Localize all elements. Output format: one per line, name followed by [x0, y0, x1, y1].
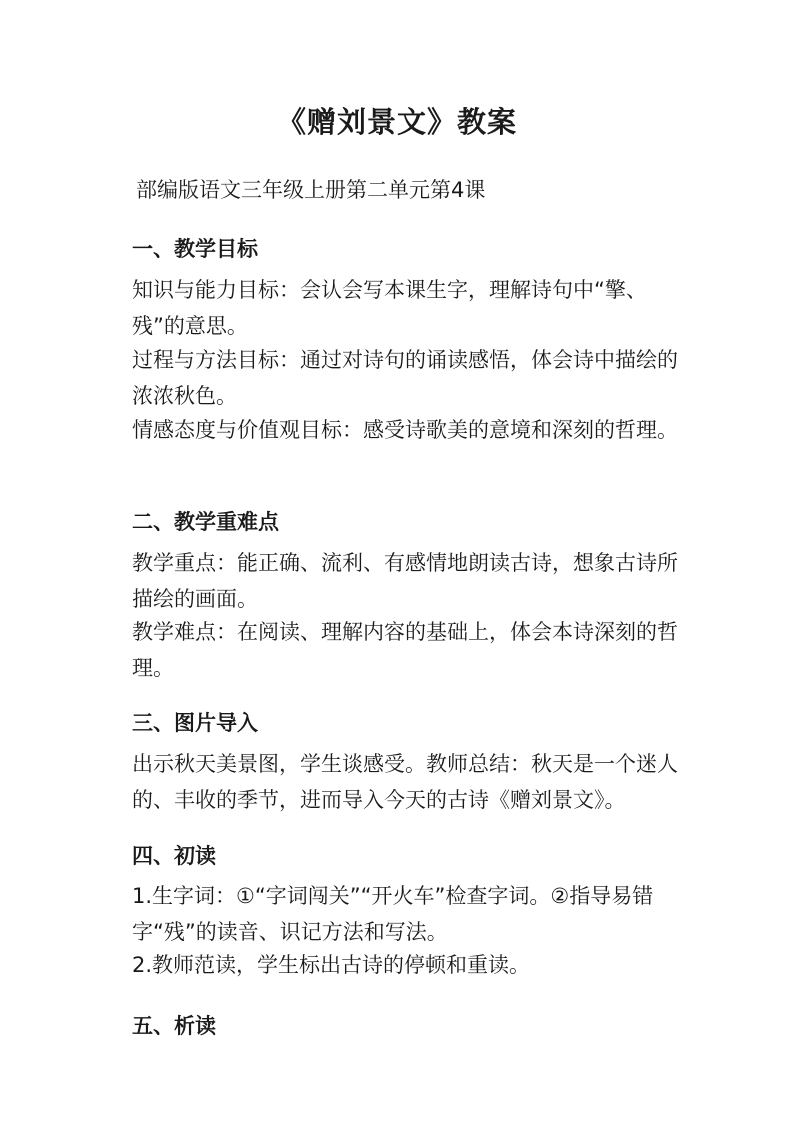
section-heading-first-reading: 四、初读	[132, 844, 216, 868]
section-heading-objectives: 一、教学目标	[132, 237, 258, 261]
document-title: 《赠刘景文》教案	[276, 105, 517, 139]
difficult-point: 教学难点：在阅读、理解内容的基础上，体会本诗深刻的哲理。	[132, 620, 678, 680]
document-subtitle: 部编版语文三年级上册第二单元第4课	[136, 178, 486, 202]
first-reading-item-2: 2.教师范读，学生标出古诗的停顿和重读。	[132, 953, 531, 977]
introduction-paragraph: 出示秋天美景图，学生谈感受。教师总结：秋天是一个迷人的、丰收的季节，进而导入今天的古诗《赠刘景文》。	[132, 752, 678, 812]
first-reading-item-1: 1.生字词：①“字词闯关”“开火车”检查字词。②指导易错字“残”的读音、识记方法和写法。	[132, 884, 654, 944]
objective-process: 过程与方法目标：通过对诗句的诵读感悟，体会诗中描绘的浓浓秋色。	[132, 348, 678, 408]
objective-emotion: 情感态度与价值观目标：感受诗歌美的意境和深刻的哲理。	[132, 418, 678, 442]
section-heading-analysis: 五、析读	[132, 1014, 216, 1038]
section-heading-key-points: 二、教学重难点	[132, 510, 279, 534]
key-point: 教学重点：能正确、流利、有感情地朗读古诗，想象古诗所描绘的画面。	[132, 551, 678, 611]
section-heading-introduction: 三、图片导入	[132, 711, 258, 735]
objective-knowledge: 知识与能力目标：会认会写本课生字，理解诗句中“擎、残”的意思。	[132, 278, 647, 338]
